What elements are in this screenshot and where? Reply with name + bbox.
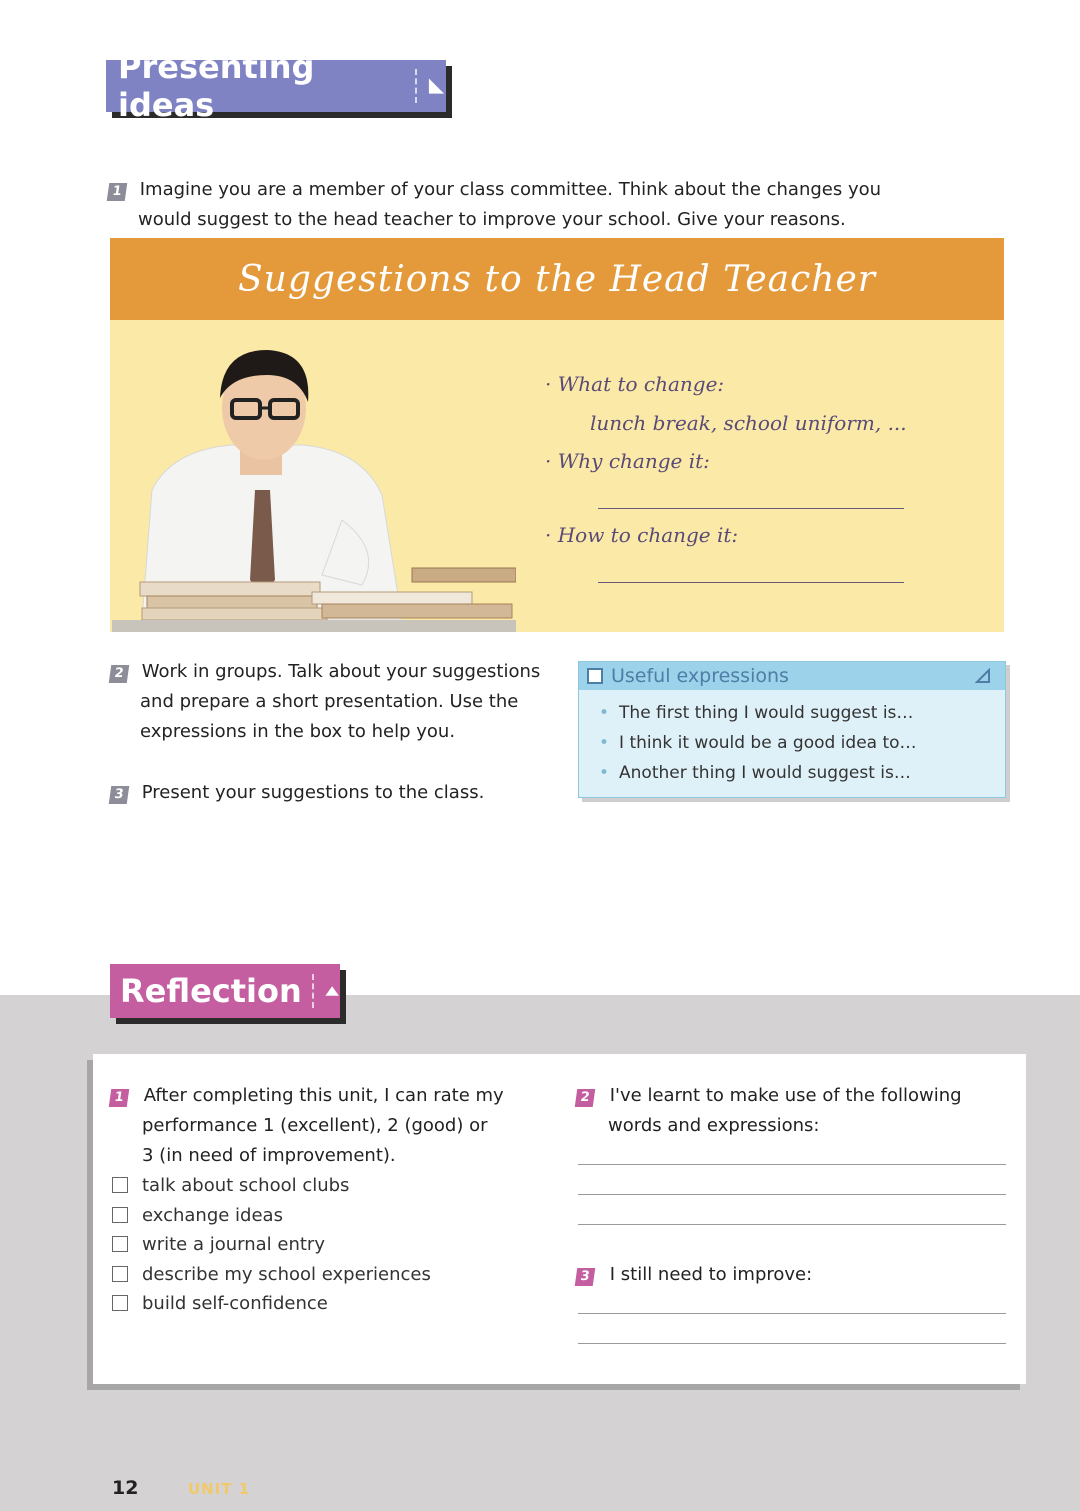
corner-triangle-icon	[427, 76, 446, 96]
student-photo	[112, 320, 516, 632]
page-number: 12	[112, 1477, 139, 1499]
unit-label: UNIT 1	[188, 1480, 251, 1498]
task-2-line-1: Work in groups. Talk about your suggestions	[141, 661, 541, 682]
checklist-item	[112, 1201, 552, 1231]
checklist-item	[112, 1260, 552, 1290]
useful-expressions-title: Useful expressions	[611, 665, 789, 687]
heading-divider	[312, 974, 314, 1008]
what-to-change-prompt: · What to change:	[545, 372, 725, 396]
rating-checkbox[interactable]	[112, 1236, 128, 1252]
how-to-change-answer-line[interactable]	[598, 582, 904, 583]
why-change-prompt: · Why change it:	[545, 449, 710, 473]
checklist-item-label: write a journal entry	[142, 1234, 325, 1255]
reflection-item-2-line-1: I've learnt to make use of the following	[609, 1085, 962, 1106]
reflection-heading	[110, 964, 340, 1018]
task-1-line-1: Imagine you are a member of your class committee. Think about the changes you	[139, 179, 882, 200]
rating-checkbox[interactable]	[112, 1177, 128, 1193]
useful-expressions-header	[579, 662, 1005, 690]
checklist-item	[112, 1171, 552, 1201]
reflection-item-1-line-2: performance 1 (excellent), 2 (good) or	[142, 1115, 488, 1136]
heading-divider	[415, 69, 417, 103]
task-1	[108, 175, 908, 235]
suggestions-panel-title: Suggestions to the Head Teacher	[238, 258, 876, 300]
reflection-item-1-line-1: After completing this unit, I can rate my	[143, 1085, 504, 1106]
task-3	[110, 778, 550, 808]
useful-expression-item: • I think it would be a good idea to…	[599, 728, 1005, 758]
task-1-number: 1	[107, 183, 128, 201]
checklist-item-label: exchange ideas	[142, 1204, 283, 1226]
reflection-item-3-text: I still need to improve:	[609, 1264, 813, 1285]
reflection-item-3-number: 3	[575, 1268, 596, 1286]
checklist-item-label: talk about school clubs	[142, 1175, 350, 1196]
checklist-item-label: describe my school experiences	[142, 1263, 431, 1285]
checklist-item-label: build self-confidence	[142, 1293, 328, 1314]
task-2-line-3: expressions in the box to help you.	[140, 721, 456, 742]
reflection-item-2	[576, 1081, 996, 1141]
reflection-title: Reflection	[120, 972, 302, 1010]
rating-checkbox[interactable]	[112, 1295, 128, 1311]
task-2-line-2: and prepare a short presentation. Use the	[140, 691, 519, 712]
checkbox-square-icon	[587, 668, 603, 684]
task-2	[110, 657, 550, 747]
reflection-item-2-number: 2	[575, 1089, 596, 1107]
useful-expression-item: • The first thing I would suggest is…	[599, 698, 1005, 728]
answer-line[interactable]	[578, 1313, 1006, 1314]
task-3-text: Present your suggestions to the class.	[141, 782, 485, 803]
answer-line[interactable]	[578, 1343, 1006, 1344]
presenting-ideas-title: Presenting ideas	[118, 48, 315, 124]
reflection-item-3	[576, 1260, 996, 1290]
useful-expressions-list	[579, 690, 1005, 788]
useful-expression-item: • Another thing I would suggest is…	[599, 758, 1005, 788]
what-to-change-label: What to change:	[557, 372, 725, 396]
presenting-ideas-heading	[106, 48, 446, 124]
reflection-item-1	[110, 1081, 550, 1171]
reflection-item-1-number: 1	[109, 1089, 130, 1107]
answer-line[interactable]	[578, 1224, 1006, 1225]
checklist-item	[112, 1289, 552, 1319]
task-1-line-2: would suggest to the head teacher to improve your school. Give your reasons.	[138, 209, 846, 230]
corner-triangle-icon	[975, 668, 991, 684]
up-triangle-icon	[324, 982, 340, 1000]
why-change-answer-line[interactable]	[598, 508, 904, 509]
self-rating-checklist	[112, 1171, 552, 1319]
answer-line[interactable]	[578, 1164, 1006, 1165]
suggestions-panel-header	[110, 238, 1004, 320]
checklist-item	[112, 1230, 552, 1260]
answer-line[interactable]	[578, 1194, 1006, 1195]
reflection-item-1-line-3: 3 (in need of improvement).	[142, 1145, 396, 1166]
what-to-change-example: lunch break, school uniform, ...	[590, 411, 907, 435]
why-change-label: Why change it:	[557, 449, 710, 473]
rating-checkbox[interactable]	[112, 1207, 128, 1223]
rating-checkbox[interactable]	[112, 1266, 128, 1282]
task-2-number: 2	[109, 665, 130, 683]
how-to-change-prompt: · How to change it:	[545, 523, 739, 547]
reflection-item-2-line-2: words and expressions:	[608, 1115, 820, 1136]
useful-expressions-box	[578, 661, 1006, 798]
how-to-change-label: How to change it:	[557, 523, 739, 547]
task-3-number: 3	[109, 786, 130, 804]
